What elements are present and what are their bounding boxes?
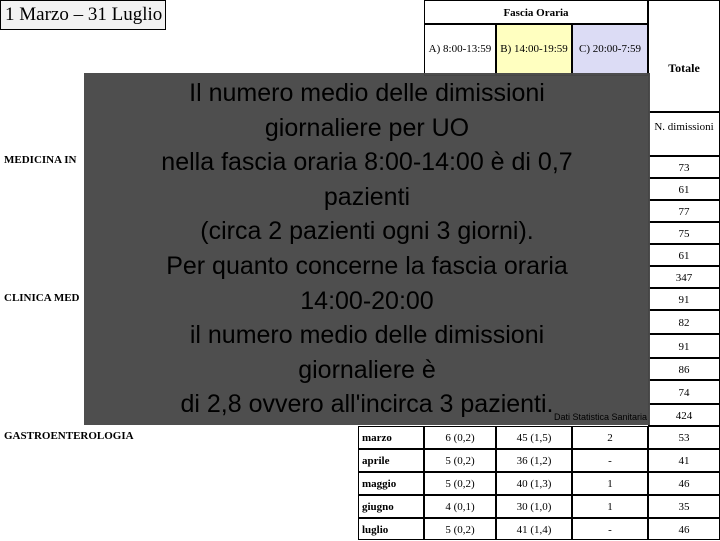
total-cell: 46 bbox=[648, 518, 720, 540]
total-cell: 74 bbox=[648, 380, 720, 404]
total-cell: 41 bbox=[648, 449, 720, 472]
col-c-cell: - bbox=[572, 449, 648, 472]
col-b-cell: 41 (1,4) bbox=[496, 518, 572, 540]
col-c-cell: 2 bbox=[572, 426, 648, 449]
total-cell: 91 bbox=[648, 334, 720, 358]
period-title: 1 Marzo – 31 Luglio bbox=[0, 0, 166, 30]
unit-clinica: CLINICA MED bbox=[4, 292, 80, 304]
col-b-cell: 36 (1,2) bbox=[496, 449, 572, 472]
total-cell: 86 bbox=[648, 358, 720, 380]
col-b-cell: 40 (1,3) bbox=[496, 472, 572, 495]
total-cell: 73 bbox=[648, 156, 720, 178]
col-a-cell: 5 (0,2) bbox=[424, 518, 496, 540]
total-cell: 77 bbox=[648, 200, 720, 222]
overlay-text: Il numero medio delle dimissioni giornaliere per UO nella fascia oraria 8:00-14:00 è di 0,7 pazienti (circa 2 pazienti ogni 3 giorni). Per quanto concerne la fascia oraria 14:00-20:00 il numero medio delle dimissioni giornaliere è di 2,8 ovvero all'incirca 3 pazienti. bbox=[161, 79, 573, 419]
unit-medicina: MEDICINA IN bbox=[4, 154, 77, 166]
col-a-cell: 6 (0,2) bbox=[424, 426, 496, 449]
month-cell: aprile bbox=[358, 449, 424, 472]
fascia-oraria-header: Fascia Oraria bbox=[424, 0, 648, 24]
total-cell: 46 bbox=[648, 472, 720, 495]
total-cell: 35 bbox=[648, 495, 720, 518]
month-cell: luglio bbox=[358, 518, 424, 540]
totale-header: Totale bbox=[648, 0, 720, 112]
col-c-cell: 1 bbox=[572, 495, 648, 518]
month-cell: giugno bbox=[358, 495, 424, 518]
col-c-cell: 1 bbox=[572, 472, 648, 495]
col-c-cell: - bbox=[572, 518, 648, 540]
total-cell: 347 bbox=[648, 266, 720, 288]
col-c-header: C) 20:00-7:59 bbox=[572, 24, 648, 76]
total-cell: 91 bbox=[648, 288, 720, 310]
total-cell: 61 bbox=[648, 178, 720, 200]
col-b-header: B) 14:00-19:59 bbox=[496, 24, 572, 76]
col-a-cell: 4 (0,1) bbox=[424, 495, 496, 518]
month-cell: maggio bbox=[358, 472, 424, 495]
col-b-cell: 45 (1,5) bbox=[496, 426, 572, 449]
total-cell: 424 bbox=[648, 404, 720, 426]
col-b-cell: 30 (1,0) bbox=[496, 495, 572, 518]
source-credit: Dati Statistica Sanitaria bbox=[553, 412, 647, 422]
unit-gastro: GASTROENTEROLOGIA bbox=[4, 430, 134, 442]
col-a-cell: 5 (0,2) bbox=[424, 472, 496, 495]
total-cell: 82 bbox=[648, 310, 720, 334]
total-cell: 61 bbox=[648, 244, 720, 266]
col-a-header: A) 8:00-13:59 bbox=[424, 24, 496, 76]
col-a-cell: 5 (0,2) bbox=[424, 449, 496, 472]
total-cell: 53 bbox=[648, 426, 720, 449]
n-dimissioni-header: N. dimissioni bbox=[648, 112, 720, 156]
total-cell: 75 bbox=[648, 222, 720, 244]
month-cell: marzo bbox=[358, 426, 424, 449]
